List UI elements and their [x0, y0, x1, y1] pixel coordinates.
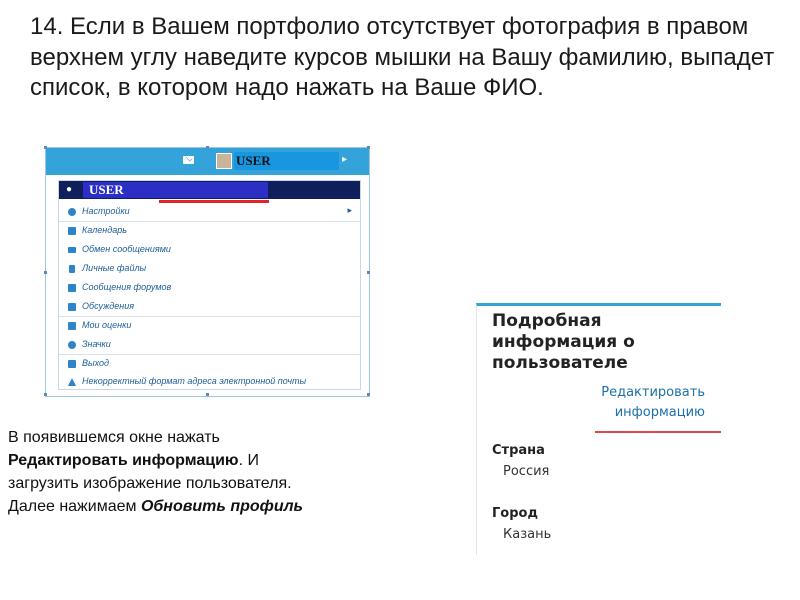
- resize-handle: [44, 393, 47, 396]
- menu-user-name-highlight[interactable]: [83, 182, 268, 198]
- grades-icon: [68, 322, 76, 330]
- menu-item-email-warning[interactable]: [59, 373, 360, 391]
- instructions-text: [8, 426, 408, 518]
- badge-icon: [68, 341, 76, 349]
- menu-user-name: USER: [89, 182, 124, 197]
- menu-item-label: Некорректный формат адреса электронной почты: [82, 376, 307, 386]
- menu-item-label: Личные файлы: [82, 263, 147, 273]
- instruction-line: [8, 449, 408, 472]
- resize-handle: [44, 146, 47, 149]
- calendar-icon: [68, 227, 76, 235]
- top-navbar: [46, 148, 369, 175]
- menu-item-badges[interactable]: [59, 336, 360, 354]
- resize-handle: [367, 271, 370, 274]
- resize-handle: [44, 271, 47, 274]
- resize-handle: [206, 393, 209, 396]
- mail-icon[interactable]: [183, 156, 194, 164]
- chevron-right-icon: ▸: [347, 205, 352, 215]
- country-label: Страна: [492, 443, 545, 458]
- menu-item-logout[interactable]: [59, 355, 360, 373]
- user-icon: ●: [66, 184, 73, 195]
- chevron-right-icon: ▸: [342, 154, 348, 165]
- city-label: Город: [492, 506, 538, 521]
- profile-details-screenshot: [476, 303, 721, 555]
- update-profile-emphasis: Обновить профиль: [140, 498, 304, 515]
- file-icon: [69, 265, 75, 273]
- edit-info-link[interactable]: Редактировать информацию: [601, 385, 705, 420]
- menu-item-files[interactable]: [59, 260, 360, 278]
- edit-info-emphasis: Редактировать информацию: [8, 452, 239, 469]
- profile-title: Подробная информация о пользователе: [492, 311, 635, 373]
- menu-item-label: Настройки: [82, 206, 130, 216]
- logout-icon: [68, 360, 76, 368]
- list-icon: [68, 303, 76, 311]
- menu-item-messages[interactable]: [59, 241, 360, 259]
- red-underline: [595, 431, 721, 433]
- instruction-fragment: Далее нажимаем: [8, 498, 141, 515]
- city-value: Казань: [503, 527, 552, 542]
- instruction-line: [8, 495, 408, 518]
- instruction-line: В появившемся окне нажать: [8, 429, 220, 446]
- gear-icon: [68, 208, 76, 216]
- menu-item-calendar[interactable]: [59, 222, 360, 240]
- menu-item-forum-posts[interactable]: [59, 279, 360, 297]
- menu-item-label: Календарь: [82, 225, 127, 235]
- menu-item-label: Обмен сообщениями: [82, 244, 171, 254]
- instruction-fragment: . И: [238, 452, 259, 469]
- resize-handle: [206, 146, 209, 149]
- menu-user-item[interactable]: [59, 181, 360, 199]
- user-name-label: USER: [236, 153, 271, 168]
- instruction-heading: 14. Если в Вашем портфолио отсутствует фотография в правом верхнем углу наведите курсов мышки на Вашу фамилию, выпадет список, в котором надо нажать на Ваше ФИО.: [30, 13, 775, 101]
- menu-item-label: Выход: [82, 358, 110, 368]
- envelope-icon: [68, 247, 76, 253]
- menu-item-discussions[interactable]: [59, 298, 360, 316]
- menu-item-label: Обсуждения: [82, 301, 135, 311]
- user-dropdown-menu: [58, 180, 361, 390]
- resize-handle: [367, 146, 370, 149]
- user-name-button[interactable]: [234, 152, 339, 170]
- user-menu-screenshot: [45, 147, 370, 397]
- avatar[interactable]: [216, 153, 232, 169]
- list-icon: [68, 284, 76, 292]
- menu-item-label: Значки: [82, 339, 111, 349]
- country-value: Россия: [503, 464, 550, 479]
- warning-icon: [68, 378, 76, 386]
- menu-item-label: Мои оценки: [82, 320, 132, 330]
- instruction-line: загрузить изображение пользователя.: [8, 475, 292, 492]
- menu-item-label: Сообщения форумов: [82, 282, 172, 292]
- menu-item-grades[interactable]: [59, 317, 360, 335]
- resize-handle: [367, 393, 370, 396]
- menu-item-settings[interactable]: [59, 203, 360, 221]
